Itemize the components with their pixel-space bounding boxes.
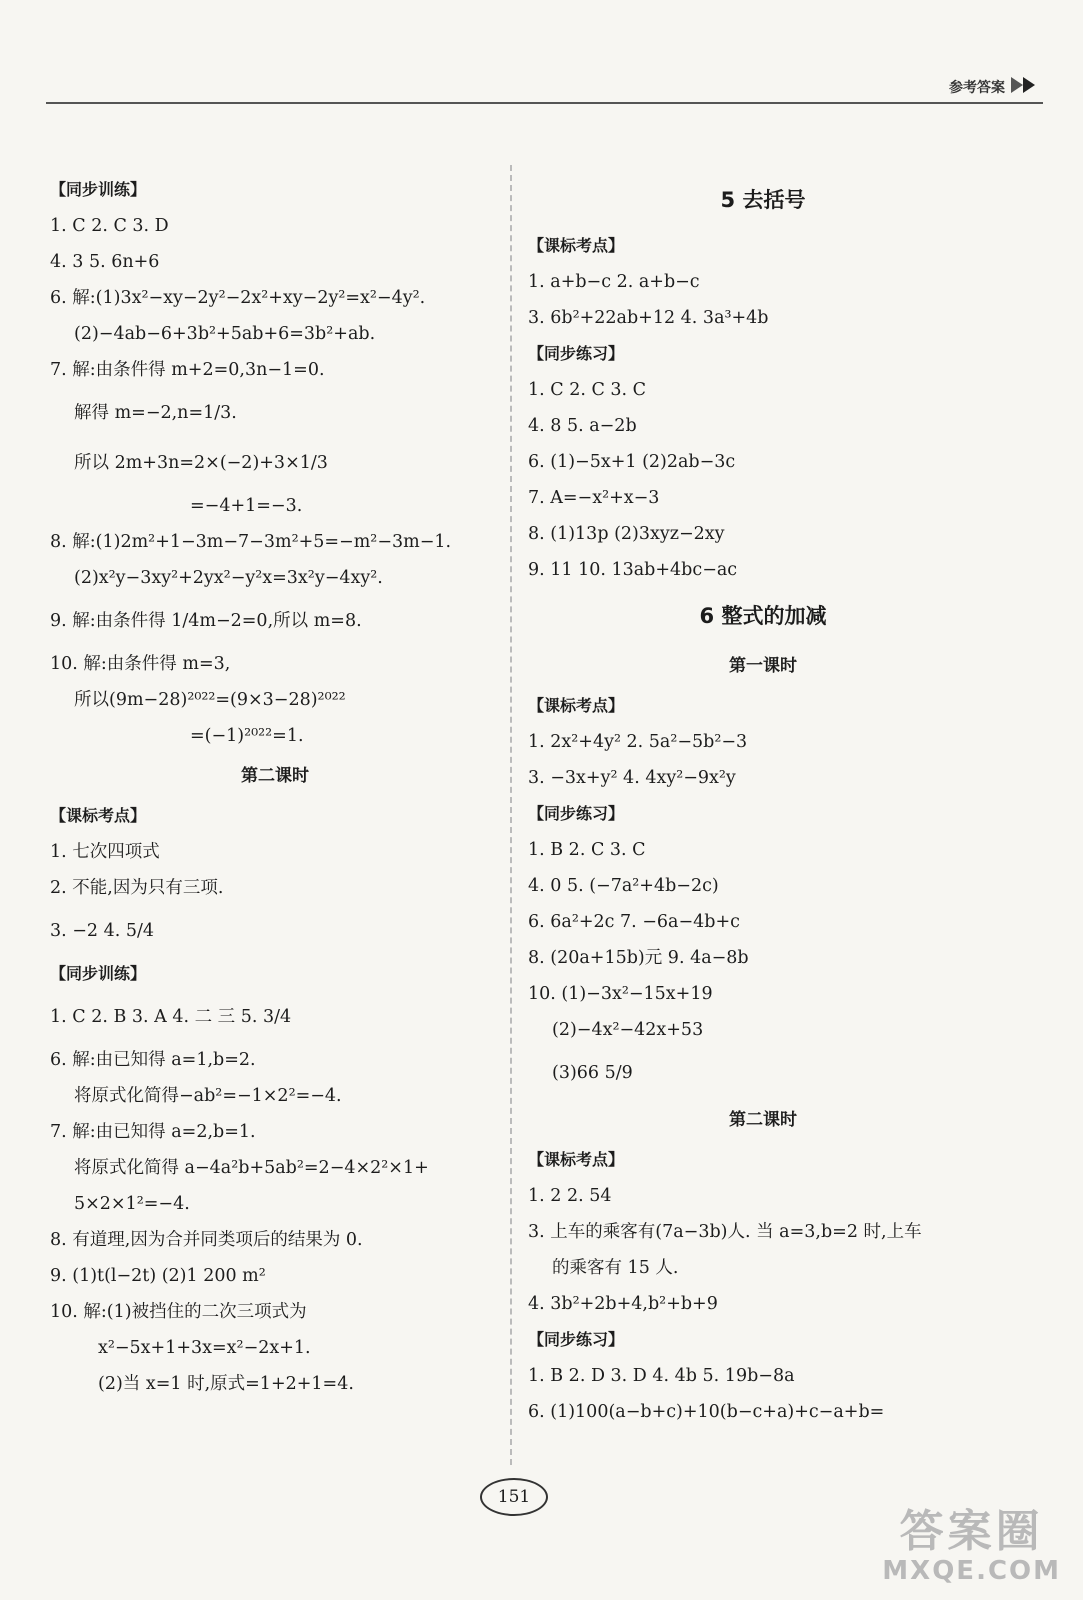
answer-line: 9. 解:由条件得 1/4m−2=0,所以 m=8. <box>50 611 362 631</box>
answer-line: 3. 6b²+22ab+12 4. 3a³+4b <box>528 308 769 328</box>
left-column <box>50 172 500 1402</box>
right-column <box>528 172 998 1430</box>
answer-line: 7. 解:由已知得 a=2,b=1. <box>50 1122 256 1142</box>
answer-line: 3. 上车的乘客有(7a−3b)人. 当 a=3,b=2 时,上车 <box>528 1222 922 1242</box>
answer-line: 1. a+b−c 2. a+b−c <box>528 272 700 292</box>
answer-line: 将原式化简得 a−4a²b+5ab²=2−4×2²×1+ <box>74 1158 429 1178</box>
chapter-title: 5 去括号 <box>720 188 806 212</box>
answer-line: 4. 0 5. (−7a²+4b−2c) <box>528 876 719 896</box>
answer-line: 的乘客有 15 人. <box>552 1258 679 1278</box>
answer-line: (2)−4ab−6+3b²+5ab+6=3b²+ab. <box>74 324 376 344</box>
answer-line: 3. −2 4. 5/4 <box>50 921 155 941</box>
page-number: 151 <box>480 1478 548 1516</box>
answer-line: 所以(9m−28)²⁰²²=(9×3−28)²⁰²² <box>74 690 346 710</box>
section-heading: 【同步训练】 <box>50 964 147 983</box>
section-heading: 【同步训练】 <box>50 180 147 199</box>
section-heading: 【课标考点】 <box>528 1150 625 1169</box>
lesson-subtitle: 第二课时 <box>729 1110 797 1130</box>
watermark-logo: 答案圈 <box>899 1506 1044 1557</box>
answer-line: x²−5x+1+3x=x²−2x+1. <box>98 1338 311 1358</box>
answer-line: 8. 有道理,因为合并同类项后的结果为 0. <box>50 1230 363 1250</box>
lesson-subtitle: 第一课时 <box>729 656 797 676</box>
answer-line: 10. 解:(1)被挡住的二次三项式为 <box>50 1302 307 1322</box>
section-heading: 【课标考点】 <box>528 696 625 715</box>
answer-line: 4. 3b²+2b+4,b²+b+9 <box>528 1294 718 1314</box>
answer-line: 所以 2m+3n=2×(−2)+3×1/3 <box>74 453 328 473</box>
answer-line: 8. (20a+15b)元 9. 4a−8b <box>528 948 749 968</box>
answer-line: 2. 不能,因为只有三项. <box>50 878 224 898</box>
answer-line: 3. −3x+y² 4. 4xy²−9x²y <box>528 768 736 788</box>
answer-line: 7. A=−x²+x−3 <box>528 488 660 508</box>
answer-line: 1. B 2. C 3. C <box>528 840 646 860</box>
answer-line: 1. C 2. C 3. D <box>50 216 169 236</box>
answer-line: 4. 3 5. 6n+6 <box>50 252 160 272</box>
answer-line: 8. (1)13p (2)3xyz−2xy <box>528 524 725 544</box>
section-heading: 【同步练习】 <box>528 344 625 363</box>
answer-line: 6. 解:由已知得 a=1,b=2. <box>50 1050 256 1070</box>
answer-line: 6. 解:(1)3x²−xy−2y²−2x²+xy−2y²=x²−4y². <box>50 288 426 308</box>
answer-line: (2)当 x=1 时,原式=1+2+1=4. <box>98 1374 354 1394</box>
answer-line: 8. 解:(1)2m²+1−3m−7−3m²+5=−m²−3m−1. <box>50 532 452 552</box>
lesson-subtitle: 第二课时 <box>241 766 309 786</box>
answer-line: 1. B 2. D 3. D 4. 4b 5. 19b−8a <box>528 1366 795 1386</box>
column-divider <box>510 165 512 1465</box>
answer-line: 1. 七次四项式 <box>50 842 160 862</box>
section-heading: 【课标考点】 <box>50 806 147 825</box>
section-heading: 【课标考点】 <box>528 236 625 255</box>
answer-line: (3)66 5/9 <box>552 1063 633 1083</box>
answer-line: 1. C 2. C 3. C <box>528 380 647 400</box>
watermark-url: MXQE.COM <box>882 1556 1061 1586</box>
answer-line: 10. (1)−3x²−15x+19 <box>528 984 713 1004</box>
answer-line: 9. (1)t(l−2t) (2)1 200 m² <box>50 1266 266 1286</box>
section-heading: 【同步练习】 <box>528 1330 625 1349</box>
answer-line: 1. 2 2. 54 <box>528 1186 612 1206</box>
answer-line: =(−1)²⁰²²=1. <box>190 726 304 746</box>
answer-line: 将原式化简得−ab²=−1×2²=−4. <box>74 1086 342 1106</box>
answer-line: 解得 m=−2,n=1/3. <box>74 403 237 423</box>
double-arrow-icon <box>1009 75 1039 99</box>
answer-line: 1. C 2. B 3. A 4. 二 三 5. 3/4 <box>50 1007 292 1027</box>
answer-line: 7. 解:由条件得 m+2=0,3n−1=0. <box>50 360 325 380</box>
answer-line: 5×2×1²=−4. <box>74 1194 190 1214</box>
section-heading: 【同步练习】 <box>528 804 625 823</box>
answer-line: 6. (1)100(a−b+c)+10(b−c+a)+c−a+b= <box>528 1402 885 1422</box>
answer-line: =−4+1=−3. <box>190 496 303 516</box>
answer-line: (2)x²y−3xy²+2yx²−y²x=3x²y−4xy². <box>74 568 383 588</box>
watermark <box>882 1508 1061 1586</box>
answer-line: 9. 11 10. 13ab+4bc−ac <box>528 560 738 580</box>
header-label: 参考答案 <box>949 80 1005 96</box>
answer-line: 6. (1)−5x+1 (2)2ab−3c <box>528 452 736 472</box>
answer-line: (2)−4x²−42x+53 <box>552 1020 704 1040</box>
answer-line: 10. 解:由条件得 m=3, <box>50 654 231 674</box>
answer-line: 1. 2x²+4y² 2. 5a²−5b²−3 <box>528 732 748 752</box>
answer-line: 6. 6a²+2c 7. −6a−4b+c <box>528 912 740 932</box>
answer-line: 4. 8 5. a−2b <box>528 416 637 436</box>
page-header <box>46 72 1043 104</box>
chapter-title: 6 整式的加减 <box>699 604 827 628</box>
